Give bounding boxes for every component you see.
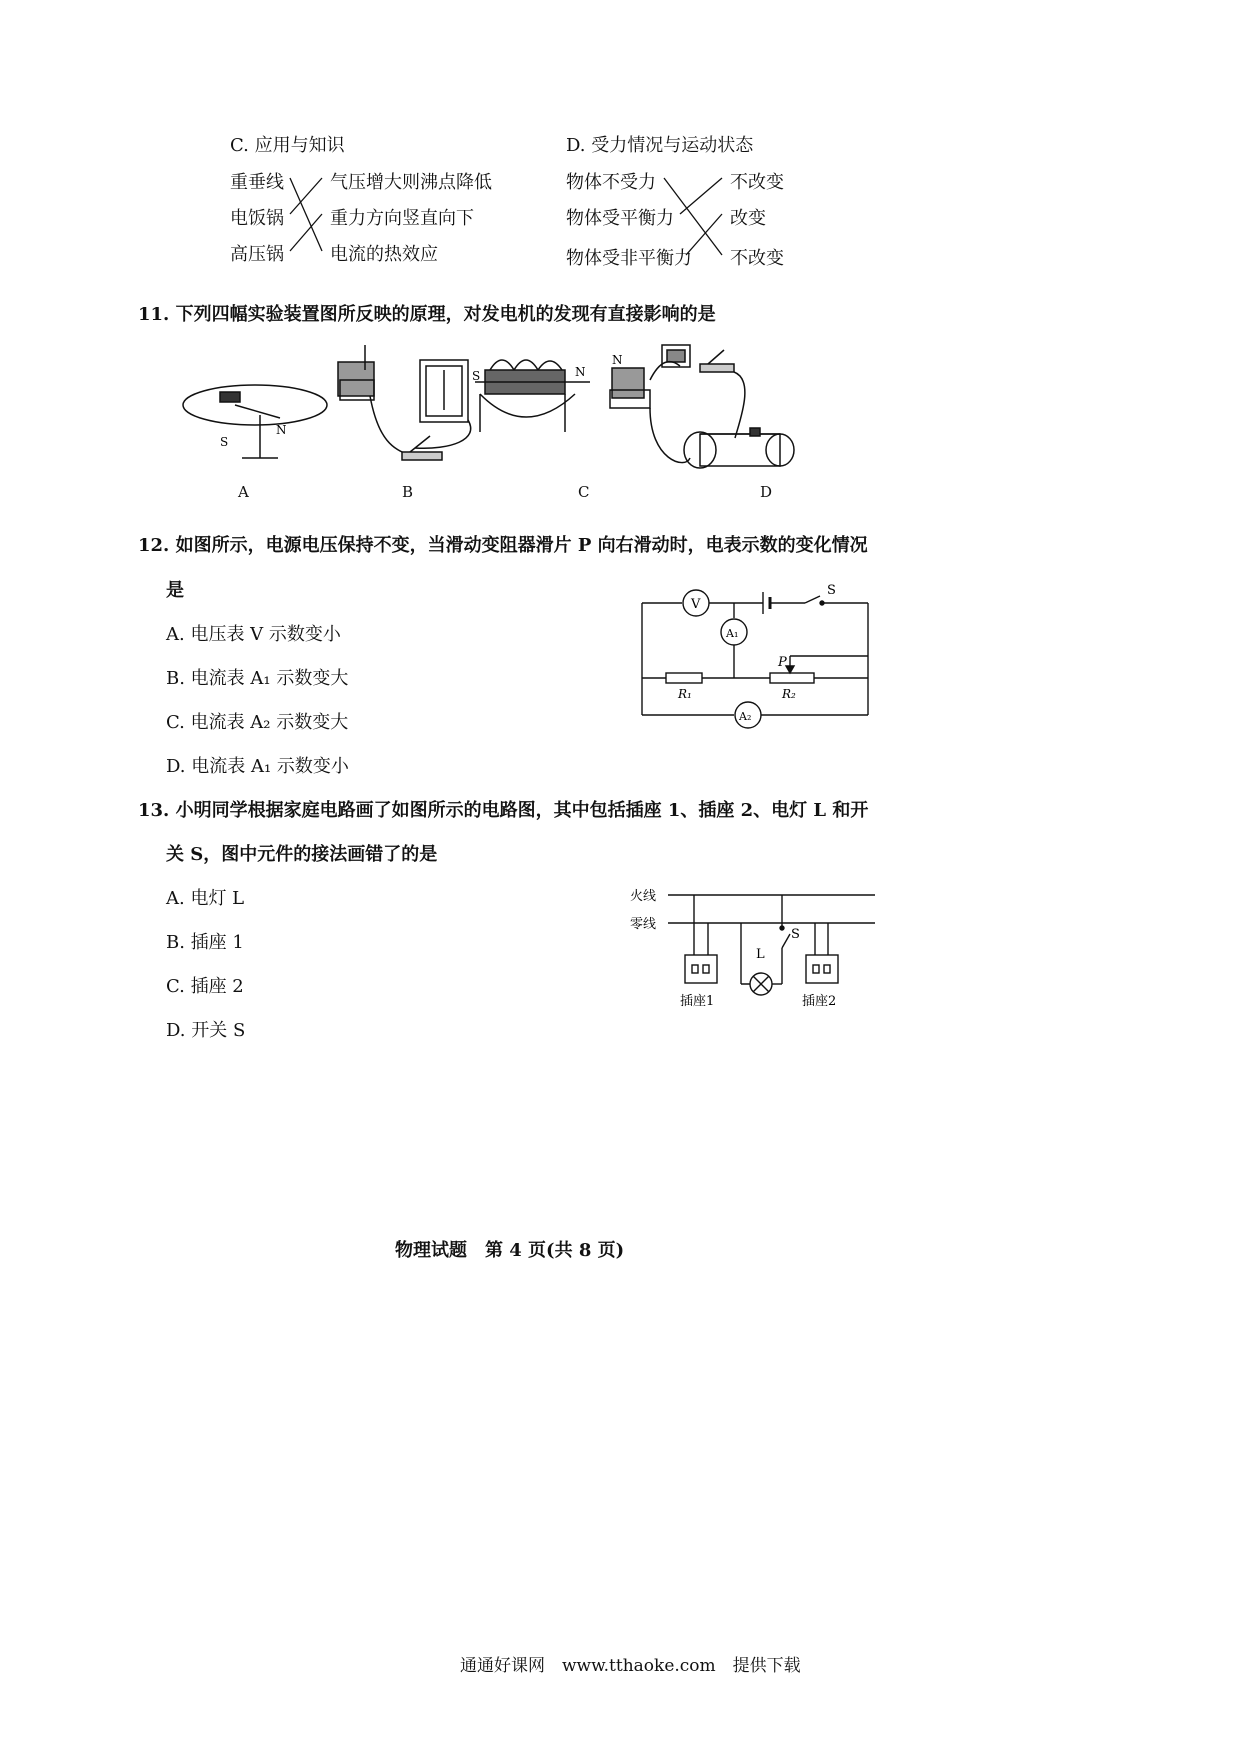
q12-option-c[interactable]: C. 电流表 A₂ 示数变大 [166,712,349,733]
q12-circuit [630,578,880,738]
fig-label-c: C [578,483,590,501]
question-13-stem-2: 关 S，图中元件的接法画错了的是 [166,844,438,865]
q12-a1-label: A₁ [726,627,739,640]
figure-b [338,345,471,460]
q13-option-a[interactable]: A. 电灯 L [166,888,245,909]
c-left-3: 高压锅 [230,244,284,265]
q13-lamp-label: L [756,947,765,962]
matching-lines [0,0,1240,300]
q13-socket2-label: 插座2 [802,994,837,1009]
c-left-2: 电饭锅 [230,208,284,229]
q12-s-label: S [827,583,836,598]
d-right-1: 不改变 [730,172,784,193]
option-d-title: D. 受力情况与运动状态 [566,135,754,156]
fig-d-n: N [612,353,623,367]
fig-label-a: A [238,483,249,501]
c-right-1: 气压增大则沸点降低 [330,172,492,193]
d-left-1: 物体不受力 [566,172,656,193]
q12-r2-label: R₂ [782,687,796,701]
q11-figures [180,340,860,490]
q12-v-label: V [691,597,701,612]
d-left-2: 物体受平衡力 [566,208,674,229]
q13-option-c[interactable]: C. 插座 2 [166,976,244,997]
q13-switch-label: S [791,927,800,942]
d-right-2: 改变 [730,208,766,229]
q12-option-b[interactable]: B. 电流表 A₁ 示数变大 [166,668,349,689]
q13-option-d[interactable]: D. 开关 S [166,1020,246,1041]
question-13-stem-1: 13. 小明同学根据家庭电路画了如图所示的电路图，其中包括插座 1、插座 2、电灯 L 和开 [138,800,869,821]
q12-option-d[interactable]: D. 电流表 A₁ 示数变小 [166,756,349,777]
option-c-title: C. 应用与知识 [230,135,345,156]
fig-label-d: D [760,483,773,501]
figure-a [183,385,327,458]
page-footer: 物理试题 第 4 页(共 8 页) [395,1240,625,1261]
d-right-3: 不改变 [730,248,784,269]
q13-option-b[interactable]: B. 插座 1 [166,932,244,953]
q13-circuit [630,880,890,1020]
question-12-stem-2: 是 [166,580,184,601]
c-right-3: 电流的热效应 [330,244,438,265]
q12-p-label: P [778,655,787,670]
c-left-1: 重垂线 [230,172,284,193]
figure-c [475,360,590,432]
site-credit: 通通好课网 www.tthaoke.com 提供下载 [460,1656,801,1676]
fig-a-n: N [276,423,287,437]
d-left-3: 物体受非平衡力 [566,248,692,269]
q13-live-label: 火线 [630,889,657,904]
q13-neutral-label: 零线 [630,917,657,932]
fig-a-s: S [220,435,229,449]
question-12-stem-1: 12. 如图所示，电源电压保持不变，当滑动变阻器滑片 P 向右滑动时，电表示数的变化情况 [138,535,868,556]
figure-d [610,345,794,468]
q13-socket1-label: 插座1 [680,994,715,1009]
q12-option-a[interactable]: A. 电压表 V 示数变小 [166,624,341,645]
c-right-2: 重力方向竖直向下 [330,208,474,229]
q12-a2-label: A₂ [739,710,752,723]
question-11-stem: 11. 下列四幅实验装置图所反映的原理，对发电机的发现有直接影响的是 [138,304,716,325]
q12-r1-label: R₁ [678,687,692,701]
fig-label-b: B [402,483,414,501]
fig-c-s: S [472,369,481,383]
fig-c-n: N [575,365,586,379]
